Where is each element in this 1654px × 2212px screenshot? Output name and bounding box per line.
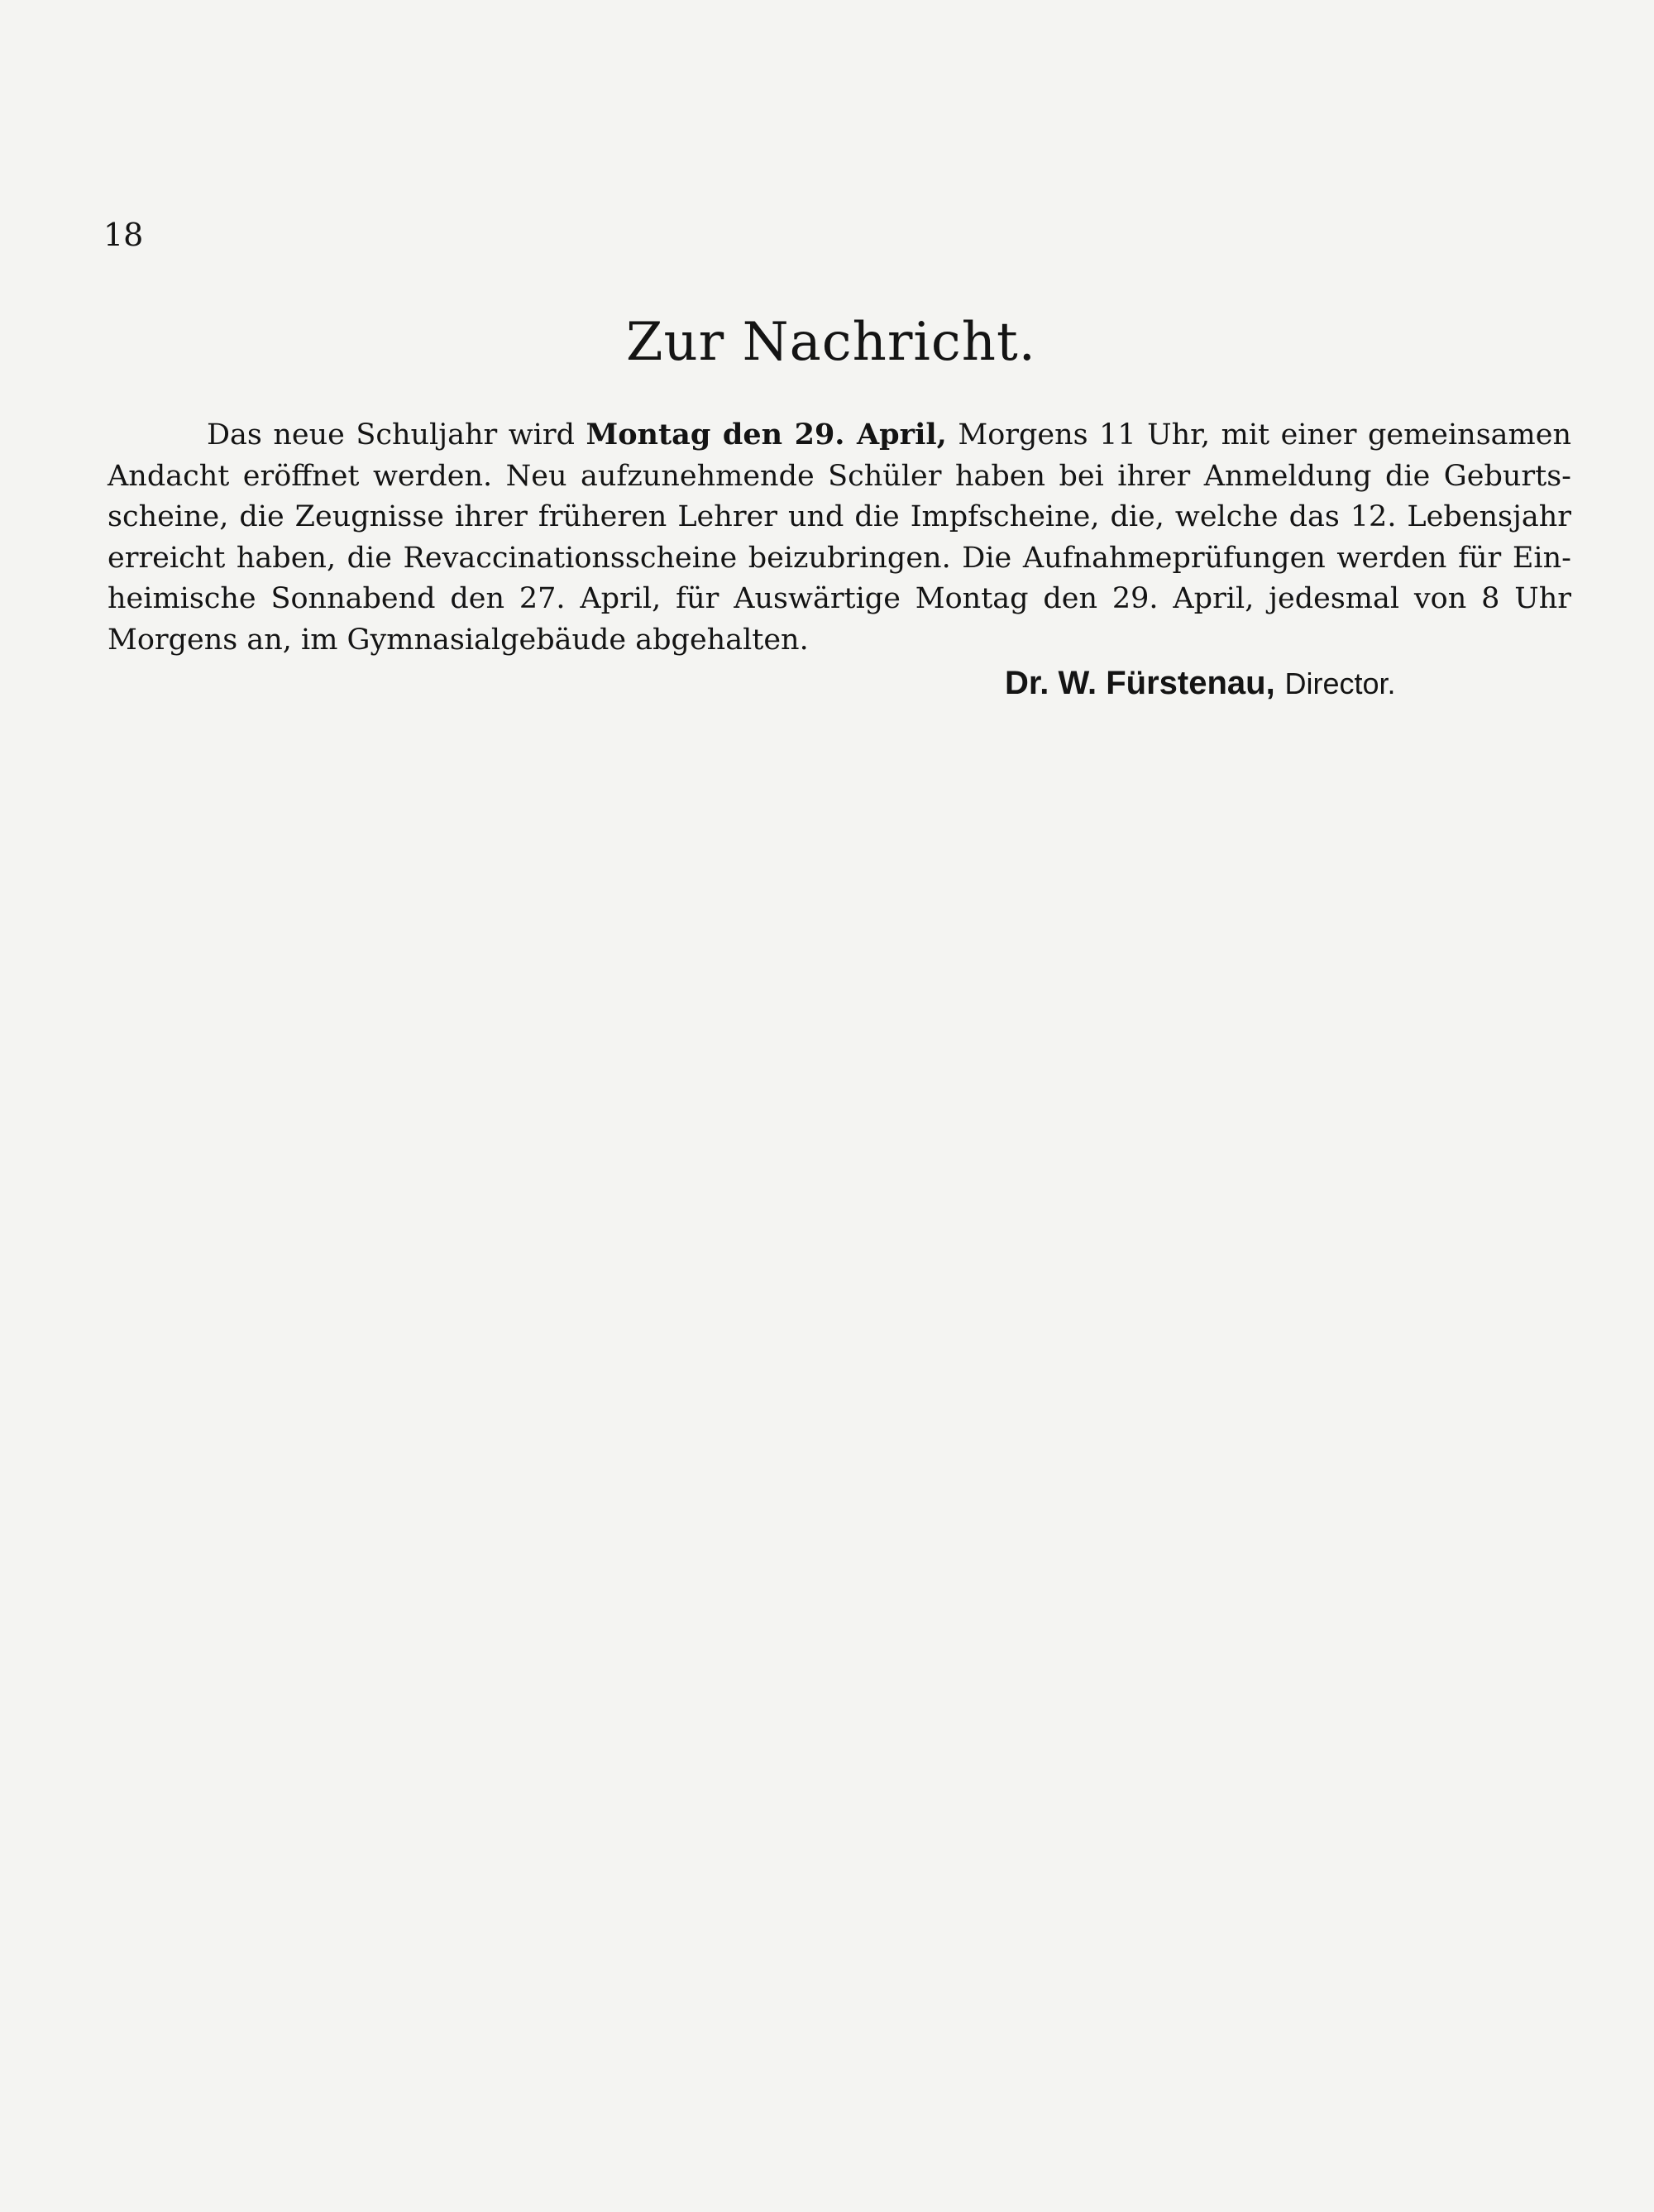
signature-title: Director. [1284, 666, 1396, 700]
page-number: 18 [103, 217, 144, 253]
notice-date-emphasis: Montag den 29. April, [586, 418, 947, 451]
signature-name: Dr. W. Fürstenau, [1005, 665, 1275, 701]
signature [1005, 665, 1396, 702]
page-title: Zur Nachricht. [625, 312, 1037, 373]
notice-intro: Das neue Schuljahr wird [207, 418, 586, 451]
notice-paragraph [108, 414, 1571, 661]
notice-body: Morgens 11 Uhr, mit einer gemeinsamen Andacht eröffnet werden. Neu aufzunehmende Schüler haben bei ihrer Anmeldung die Geburtsscheine, die Zeugnisse ihrer früheren Lehrer und die Impfscheine, die, welche das 12. Lebensjahr erreicht haben, die Revaccinationsscheine beizubringen. Die Aufnahmeprüfungen werden für Einheimische Sonnabend den 27. April, für Auswärtige Montag den 29. April, jedesmal von 8 Uhr Morgens an, im Gymnasialgebäude abgehalten. [108, 418, 1571, 657]
